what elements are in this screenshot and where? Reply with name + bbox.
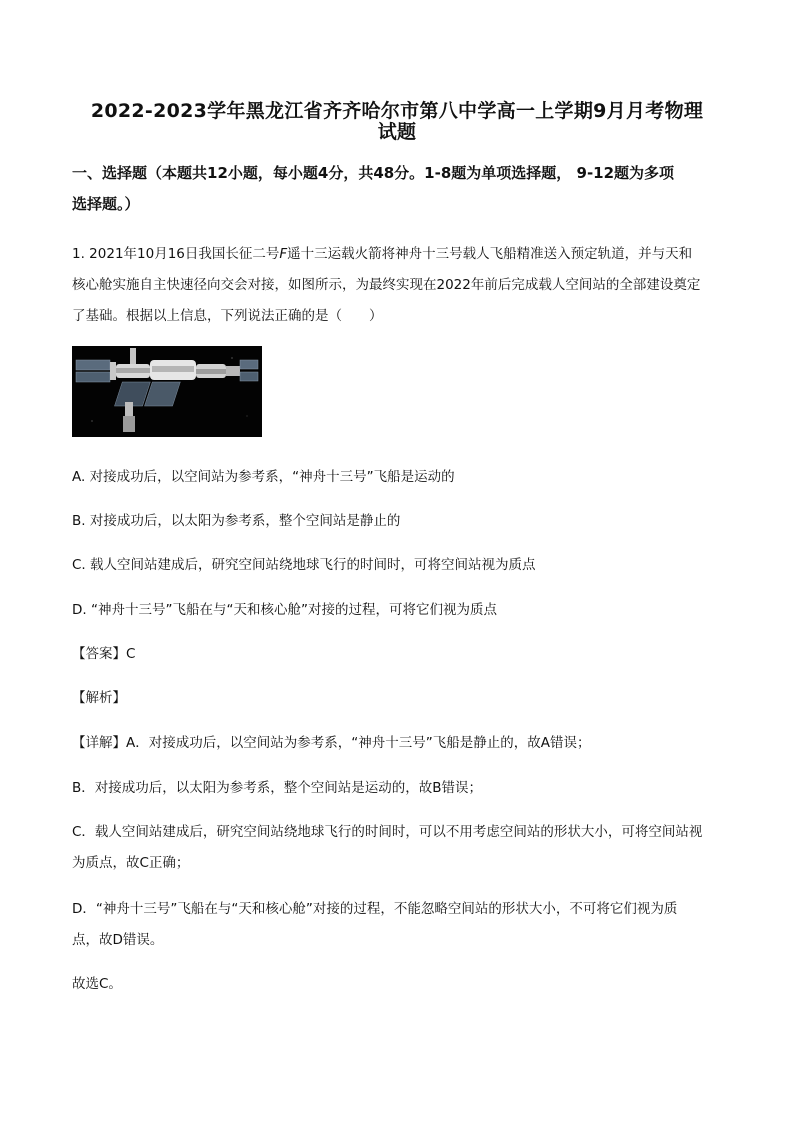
space-station-image <box>72 346 262 437</box>
section-heading-line2: 选择题。） <box>72 195 140 213</box>
question-line1-end: 遥十三运载火箭将神舟十三号载人飞船精准送入预定轨道，并与天和 <box>287 246 693 262</box>
detail-line: 为质点，故C正确； <box>72 855 190 871</box>
question-line1 <box>72 242 732 262</box>
detail-line: 【详解】A．对接成功后，以空间站为参考系，“神舟十三号”飞船是静止的，故A错误； <box>72 735 591 751</box>
document-title-line2: 试题 <box>377 121 417 143</box>
detail-line: 故选C。 <box>72 976 122 992</box>
detail-line: C．载人空间站建成后，研究空间站绕地球飞行的时间时，可以不用考虑空间站的形状大小，可将空间站视 <box>72 824 703 840</box>
option-d: D. “神舟十三号”飞船在与“天和核心舱”对接的过程，可将它们视为质点 <box>72 602 497 618</box>
detail-line: D．“神舟十三号”飞船在与“天和核心舱”对接的过程，不能忽略空间站的形状大小，不可将它们视为质 <box>72 901 678 917</box>
rocket-model-letter: F <box>279 246 288 262</box>
option-b: B. 对接成功后，以太阳为参考系，整个空间站是静止的 <box>72 513 401 529</box>
option-c: C. 载人空间站建成后，研究空间站绕地球飞行的时间时，可将空间站视为质点 <box>72 557 536 573</box>
detail-line: 点，故D错误。 <box>72 932 164 948</box>
detail-line: B．对接成功后，以太阳为参考系，整个空间站是运动的，故B错误； <box>72 780 483 796</box>
answer-label: 【答案】C <box>72 646 136 662</box>
section-heading-line1: 一、选择题（本题共12小题，每小题4分，共48分。1-8题为单项选择题， 9-12题为多项 <box>72 164 675 182</box>
option-a: A. 对接成功后，以空间站为参考系，“神舟十三号”飞船是运动的 <box>72 469 455 485</box>
document-title-line1: 2022-2023学年黑龙江省齐齐哈尔市第八中学高一上学期9月月考物理 <box>90 100 704 122</box>
question-line2: 核心舱实施自主快速径向交会对接，如图所示，为最终实现在2022年前后完成载人空间站的全部建设奠定 <box>72 277 701 293</box>
space-station-illustration <box>72 346 262 437</box>
question-line3: 了基础。根据以上信息，下列说法正确的是（ ） <box>72 308 383 324</box>
analysis-label: 【解析】 <box>72 690 126 706</box>
question-line1-start: 1. 2021年10月16日我国长征二号 <box>72 246 280 262</box>
